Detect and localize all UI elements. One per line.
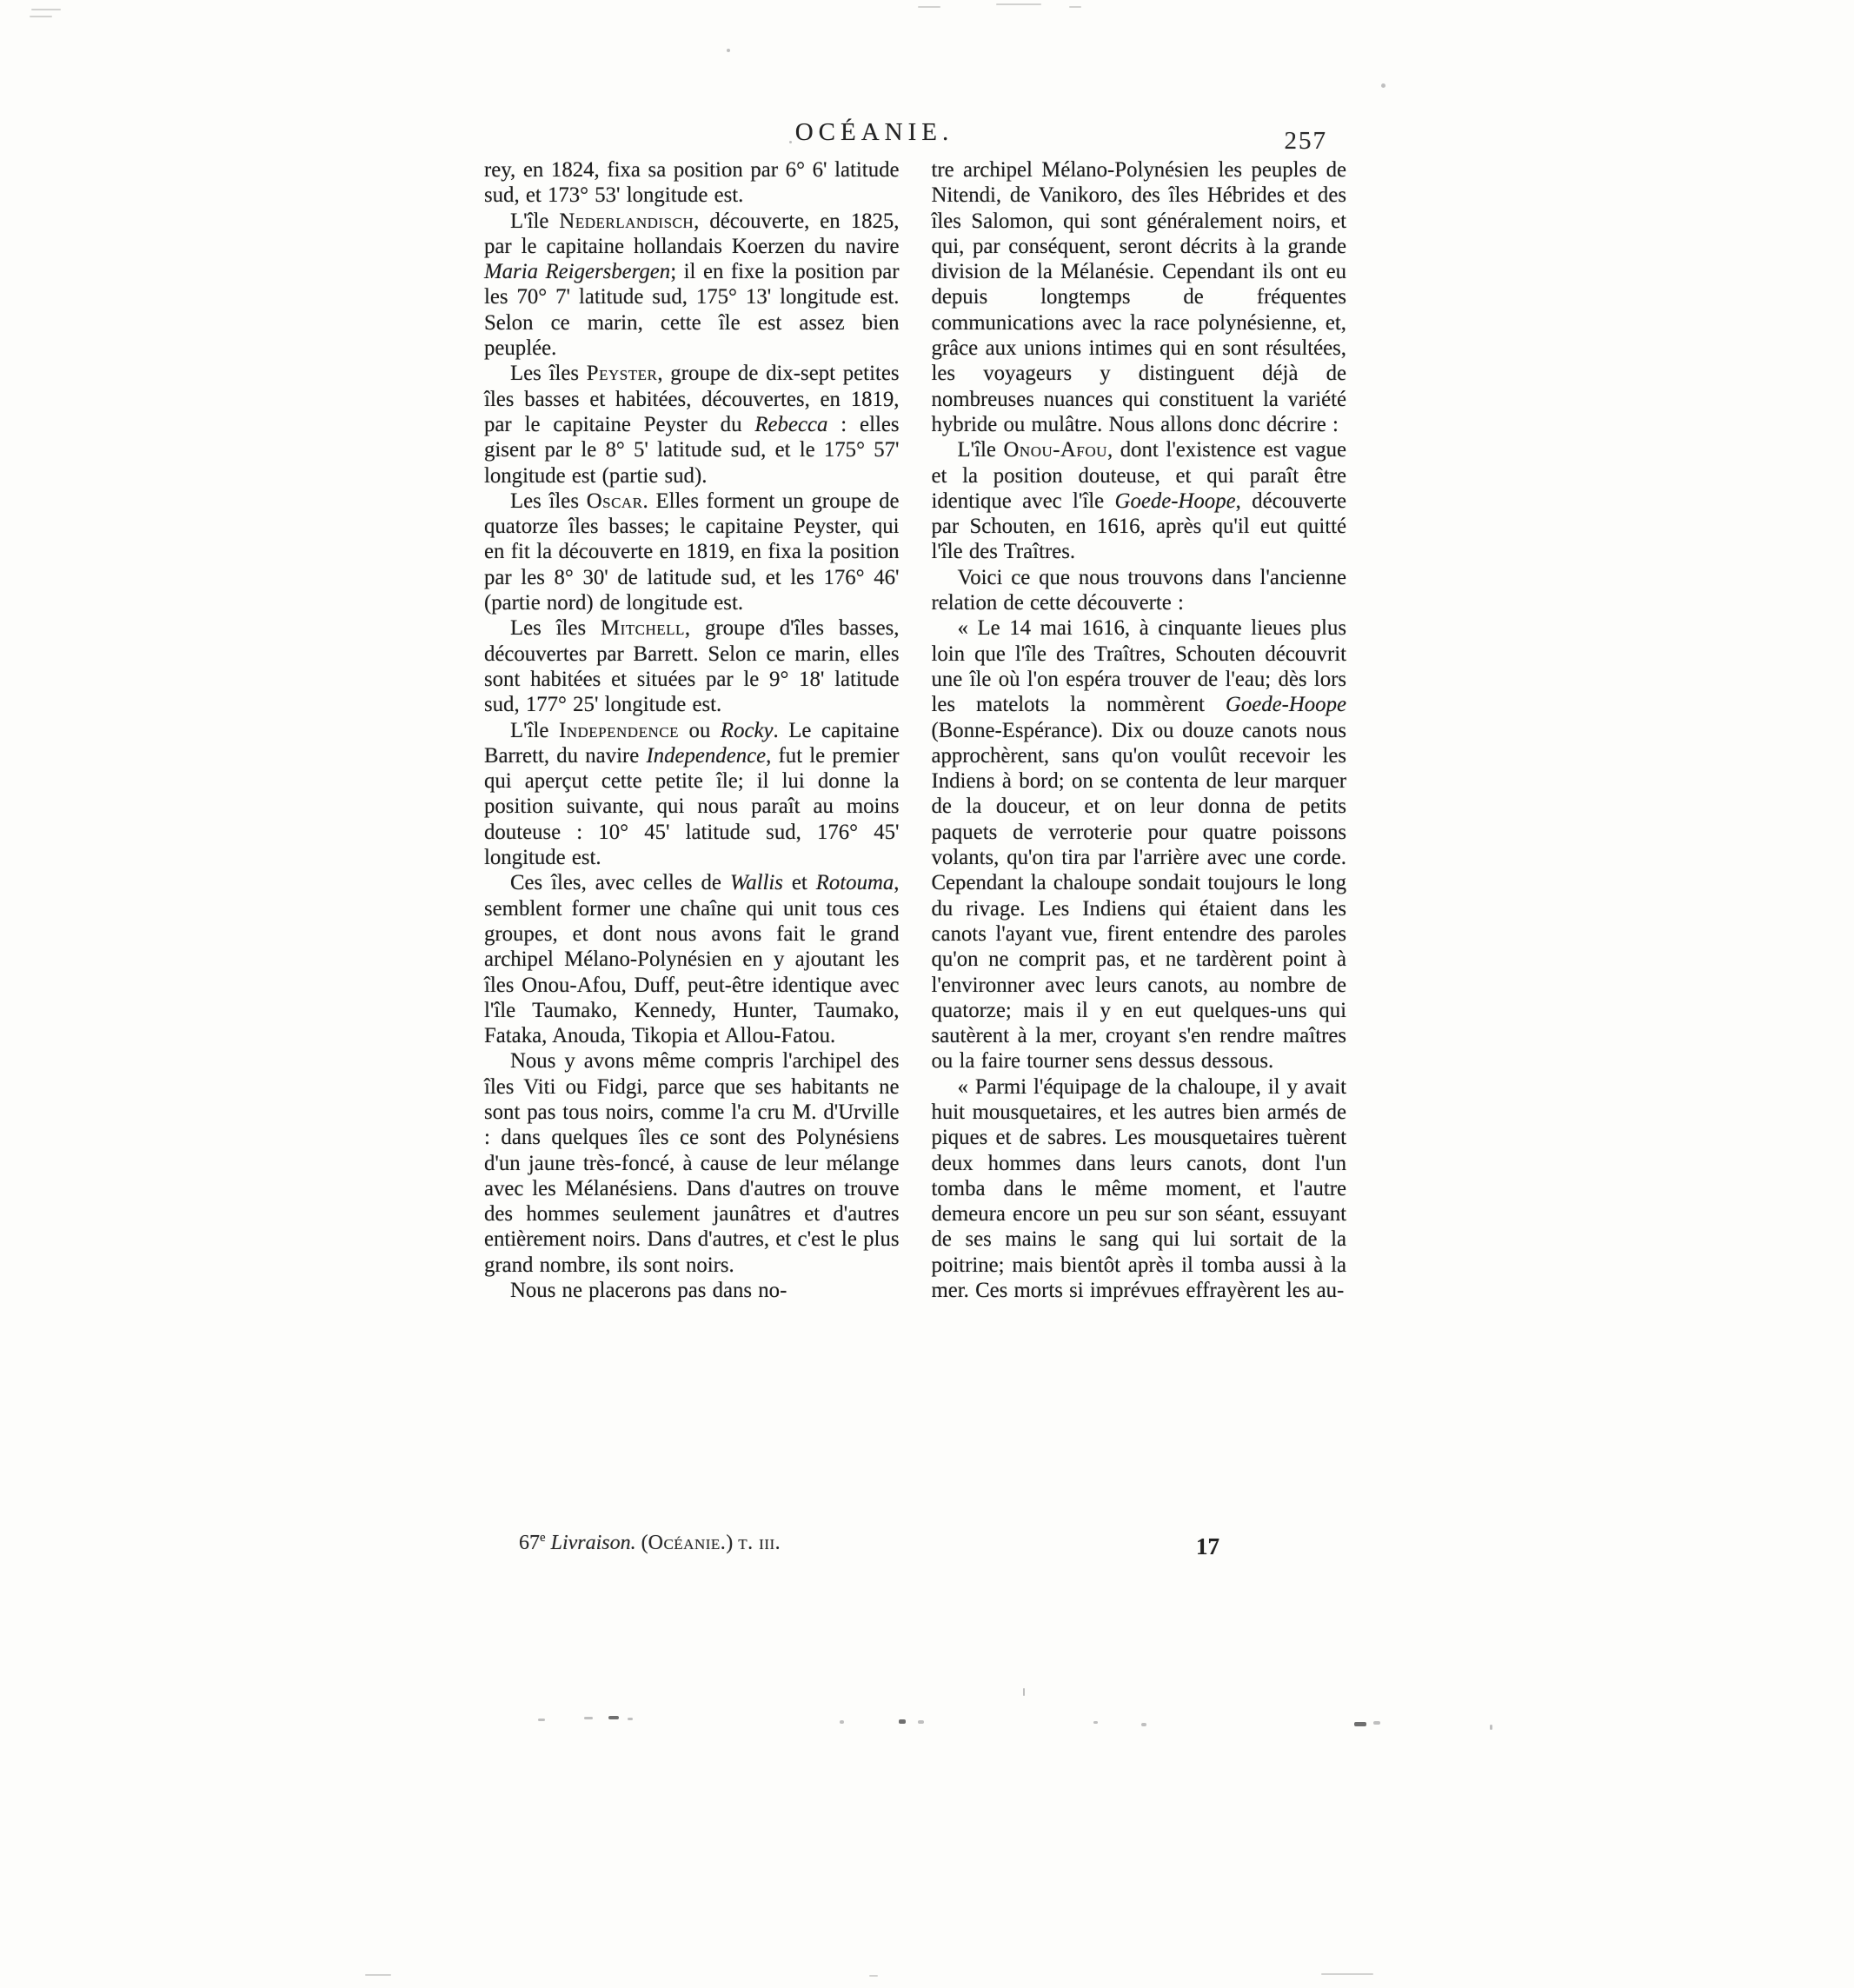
text-segment: , découverte par Schouten, en 1616, après qu'il eut quitté l'île des Traîtres. bbox=[931, 489, 1346, 564]
left-column bbox=[484, 157, 900, 1303]
text-segment: Océanie. bbox=[648, 1532, 727, 1554]
scan-artifact bbox=[584, 1717, 593, 1719]
scan-artifact bbox=[365, 1974, 391, 1976]
text-segment: Onou-Afou bbox=[1003, 438, 1107, 462]
text-segment: Oscar bbox=[586, 489, 643, 513]
right-column bbox=[932, 157, 1347, 1303]
text-segment: L'île bbox=[510, 209, 560, 233]
text-segment: Goede-Hoope bbox=[1114, 489, 1236, 513]
text-segment: « Le 14 mai 1616, à cinquante lieues plus loin que l'île des Traîtres, Schouten découvrit une île où l'on espéra trouver de l'eau; dès lors les matelots la nommèrent bbox=[931, 616, 1346, 717]
scan-artifact bbox=[1069, 6, 1081, 8]
scan-artifact bbox=[1490, 1725, 1492, 1730]
text-segment: Peyster bbox=[586, 362, 658, 386]
text-segment: tre archipel Mélano-Polynésien les peuples de Nitendi, de Vanikoro, des îles Hébrides et des îles Salomon, qui sont généralement noirs, et qui, par conséquent, seront décrits à la grande division de la Mélanésie. Cependant ils ont eu depuis longtemps de fréquentes communications avec la race polynésienne, et, grâce aux unions intimes qui en sont résultées, les voyageurs y distinguent déjà de nombreuses nuances qui constituent la variété hybride ou mulâtre. Nous allons donc décrire : bbox=[931, 158, 1346, 436]
scan-artifact bbox=[30, 16, 52, 17]
paragraph bbox=[484, 870, 900, 1048]
text-segment: rey, en 1824, fixa sa position par 6° 6' latitude sud, et 173° 53' longitude est. bbox=[484, 158, 900, 208]
text-segment: L'île bbox=[510, 718, 559, 742]
text-segment: ; il en fixe la position par les 70° 7' latitude sud, 175° 13' longitude est. Selon ce marin, cette île est assez bien peuplée. bbox=[484, 260, 900, 361]
scan-artifact bbox=[31, 9, 61, 10]
page-title: OCÉANIE. bbox=[794, 118, 954, 146]
text-segment: Ces îles, avec celles de bbox=[510, 871, 730, 895]
text-segment: Nederlandisch bbox=[559, 209, 694, 233]
paragraph bbox=[484, 361, 900, 488]
scan-artifact bbox=[727, 49, 730, 52]
text-segment: , dont l'existence est vague et la position douteuse, et qui paraît être identique avec l'île bbox=[931, 438, 1346, 513]
scan-artifact bbox=[1373, 1721, 1380, 1725]
paragraph bbox=[484, 489, 900, 615]
scan-artifact bbox=[538, 1719, 545, 1721]
text-segment: . Le capitaine Barrett, du navire bbox=[484, 718, 900, 768]
scan-artifact bbox=[1141, 1723, 1146, 1726]
text-segment: et bbox=[782, 871, 816, 895]
paragraph bbox=[932, 157, 1347, 437]
scan-artifact bbox=[628, 1718, 633, 1720]
text-segment: Rotouma bbox=[815, 871, 894, 895]
text-segment: Rocky bbox=[720, 718, 774, 742]
text-segment: Nous ne placerons pas dans no- bbox=[510, 1279, 787, 1303]
scan-artifact bbox=[1321, 1973, 1373, 1975]
scan-artifact bbox=[1023, 1688, 1025, 1696]
text-segment: e bbox=[540, 1531, 546, 1545]
paragraph bbox=[484, 1278, 900, 1303]
text-columns bbox=[484, 157, 1346, 1303]
running-head bbox=[484, 118, 1346, 162]
text-segment: Nous y avons même compris l'archipel des îles Viti ou Fidgi, parce que ses habitants ne sont pas tous noirs, comme l'a cru M. d'Urville : dans quelques îles ce sont des Polynésiens d'un jaune très-foncé, à cause de leur mélange avec les Mélanésiens. Dans d'autres on trouve des hommes seulement jaunâtres et d'autres entièrement noirs. Dans d'autres, et c'est le plus grand nombre, ils sont noirs. bbox=[484, 1049, 900, 1277]
scan-artifact bbox=[840, 1720, 844, 1724]
text-segment: , groupe de dix-sept petites îles basses et habitées, découvertes, en 1819, par le capitaine Peyster du bbox=[484, 362, 900, 436]
text-segment: . Elles forment un groupe de quatorze îles basses; le capitaine Peyster, qui en fit la découverte en 1819, en fixa la position par les 8° 30' de latitude sud, et les 176° 46' (partie nord) de longitude est. bbox=[484, 489, 900, 615]
text-segment: Wallis bbox=[729, 871, 783, 895]
text-segment: Les îles bbox=[510, 489, 587, 513]
scan-artifact bbox=[869, 1975, 878, 1977]
page-number: 257 bbox=[1284, 127, 1327, 155]
text-segment: L'île bbox=[957, 438, 1004, 462]
text-segment: Mitchell bbox=[601, 616, 685, 641]
text-segment: 67 bbox=[519, 1532, 540, 1554]
text-segment: , fut le premier qui aperçut cette petite île; il lui donne la position suivante, qui nous paraît au moins douteuse : 10° 45' latitude sud, 176° 45' longitude est. bbox=[484, 743, 900, 870]
paragraph bbox=[932, 1074, 1347, 1304]
scan-artifact bbox=[996, 3, 1041, 5]
paragraph bbox=[932, 437, 1347, 564]
text-segment: (Bonne-Espérance). Dix ou douze canots nous approchèrent, sans qu'on voulût recevoir les Indiens à bord; on se contenta de leur marquer de la douceur, et on leur donna de petits paquets de verroterie pour quatre poissons volants, qu'on tira par l'arrière avec une corde. Cependant la chaloupe sondait toujours le long du rivage. Les Indiens qui étaient dans les canots l'ayant vue, firent entendre des paroles qu'on ne comprit pas, et ne tardèrent point à l'environner avec leurs canots, au nombre de quatorze; mais il y en eut quelques-uns qui sautèrent à la mer, croyant s'en rendre maîtres ou la faire tourner sens dessus dessous. bbox=[931, 718, 1346, 1074]
sheet-number: 17 bbox=[1196, 1533, 1219, 1559]
paragraph bbox=[484, 1048, 900, 1278]
text-segment: ( bbox=[635, 1532, 648, 1554]
scan-artifact bbox=[1381, 83, 1386, 88]
signature-line bbox=[519, 1532, 919, 1555]
scan-artifact bbox=[918, 1720, 924, 1724]
text-segment: Maria Reigersbergen bbox=[484, 260, 671, 284]
scan-artifact bbox=[918, 6, 940, 8]
text-segment: Les îles bbox=[510, 362, 587, 386]
text-segment: , semblent former une chaîne qui unit tous ces groupes, et dont nous avons fait le grand archipel Mélano-Polynésien en y ajoutant les îles Onou-Afou, Duff, peut-être identique avec l'île Taumako, Kennedy, Hunter, Taumako, Fataka, Anouda, Tikopia et Allou-Fatou. bbox=[484, 871, 900, 1048]
paragraph bbox=[484, 718, 900, 871]
paragraph bbox=[932, 565, 1347, 616]
scan-artifact bbox=[899, 1719, 906, 1724]
text-segment: Livraison. bbox=[550, 1532, 636, 1554]
text-segment: t. iii. bbox=[738, 1532, 781, 1554]
text-segment: , découverte, en 1825, par le capitaine hollandais Koerzen du navire bbox=[484, 209, 900, 258]
paragraph bbox=[484, 615, 900, 717]
text-segment: , groupe d'îles basses, découvertes par Barrett. Selon ce marin, elles sont habitées et situées par le 9° 18' latitude sud, 177° 25' longitude est. bbox=[484, 616, 900, 717]
text-segment: Les îles bbox=[510, 616, 601, 641]
paragraph bbox=[484, 157, 900, 209]
text-segment: Rebecca bbox=[754, 412, 828, 436]
text-segment: ou bbox=[678, 718, 721, 742]
text-segment: « Parmi l'équipage de la chaloupe, il y avait huit mousquetaires, et les autres bien armés de piques et de sabres. Les mousquetaires tuèrent deux hommes dans leurs canots, dont l'un tomba dans le même moment, et l'autre demeura encore un peu sur son séant, essuyant de ses mains le sang qui lui sortait de la poitrine; mais bientôt après il tomba aussi à la mer. Ces morts si imprévues effrayèrent les au- bbox=[931, 1074, 1346, 1303]
scan-artifact bbox=[1354, 1722, 1366, 1726]
text-segment: ) bbox=[726, 1532, 739, 1554]
text-segment: Independence bbox=[558, 718, 679, 742]
paragraph bbox=[932, 615, 1347, 1074]
text-segment: Goede-Hoope bbox=[1225, 693, 1346, 717]
scan-artifact bbox=[1093, 1721, 1098, 1724]
text-segment: : elles gisent par le 8° 5' latitude sud, et le 175° 57' longitude est (partie sud). bbox=[484, 412, 900, 488]
text-segment: Independence bbox=[646, 743, 767, 768]
scan-artifact bbox=[608, 1716, 619, 1719]
text-segment: Voici ce que nous trouvons dans l'ancienne relation de cette découverte : bbox=[931, 565, 1346, 615]
paragraph bbox=[484, 209, 900, 362]
